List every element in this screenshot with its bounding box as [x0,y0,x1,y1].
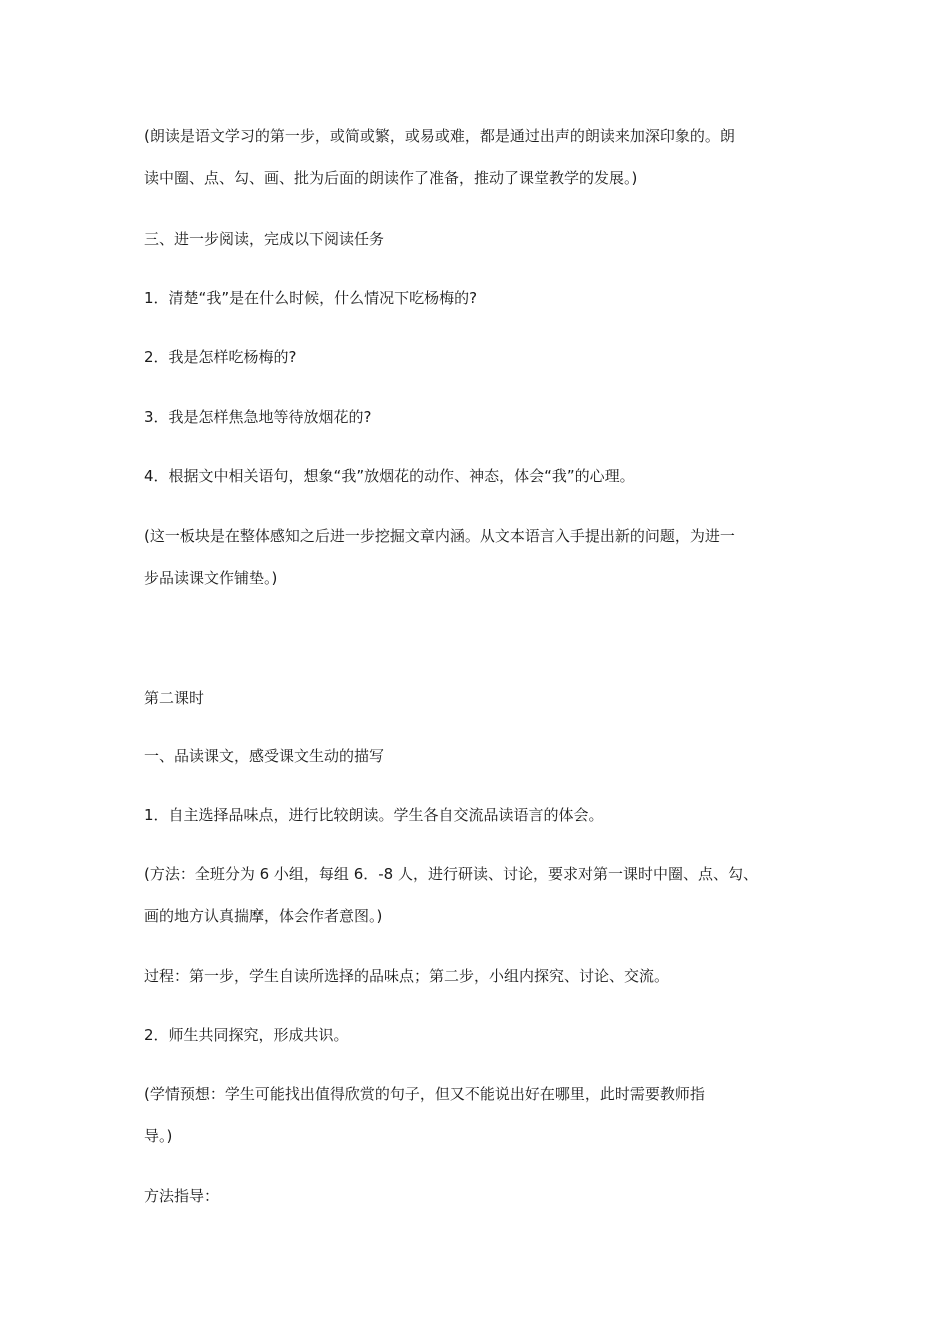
paragraph-line: 过程：第一步，学生自读所选择的品味点；第二步，小组内探究、讨论、交流。 [144,967,670,985]
paragraph-line: 步品读课文作铺垫。) [144,569,278,587]
paragraph-line: 方法指导： [144,1187,220,1205]
paragraph-line: 画的地方认真揣摩，体会作者意图。) [144,907,383,925]
paragraph-line: (方法：全班分为 6 小组，每组 6．-8 人，进行研读、讨论，要求对第一课时中圈、点、勾、 [144,865,758,883]
paragraph-line: (这一板块是在整体感知之后进一步挖掘文章内涵。从文本语言入手提出新的问题，为进一 [144,527,735,545]
list-item: 1．清楚“我”是在什么时候，什么情况下吃杨梅的? [144,289,478,307]
paragraph-line: 读中圈、点、勾、画、批为后面的朗读作了准备，推动了课堂教学的发展。) [144,169,638,187]
paragraph-line: (学情预想：学生可能找出值得欣赏的句子，但又不能说出好在哪里，此时需要教师指 [144,1085,705,1103]
section-heading: 一、品读课文，感受课文生动的描写 [144,747,385,765]
list-item: 3．我是怎样焦急地等待放烟花的? [144,408,372,426]
paragraph-line: (朗读是语文学习的第一步，或简或繁，或易或难，都是通过出声的朗读来加深印象的。朗 [144,127,735,145]
list-item: 1．自主选择品味点，进行比较朗读。学生各自交流品读语言的体会。 [144,806,604,824]
list-item: 2．我是怎样吃杨梅的? [144,348,297,366]
paragraph-line: 导。) [144,1127,173,1145]
section-heading: 三、进一步阅读，完成以下阅读任务 [144,230,385,248]
lesson-heading: 第二课时 [144,689,205,707]
list-item: 2．师生共同探究，形成共识。 [144,1026,349,1044]
list-item: 4．根据文中相关语句，想象“我”放烟花的动作、神态，体会“我”的心理。 [144,467,635,485]
